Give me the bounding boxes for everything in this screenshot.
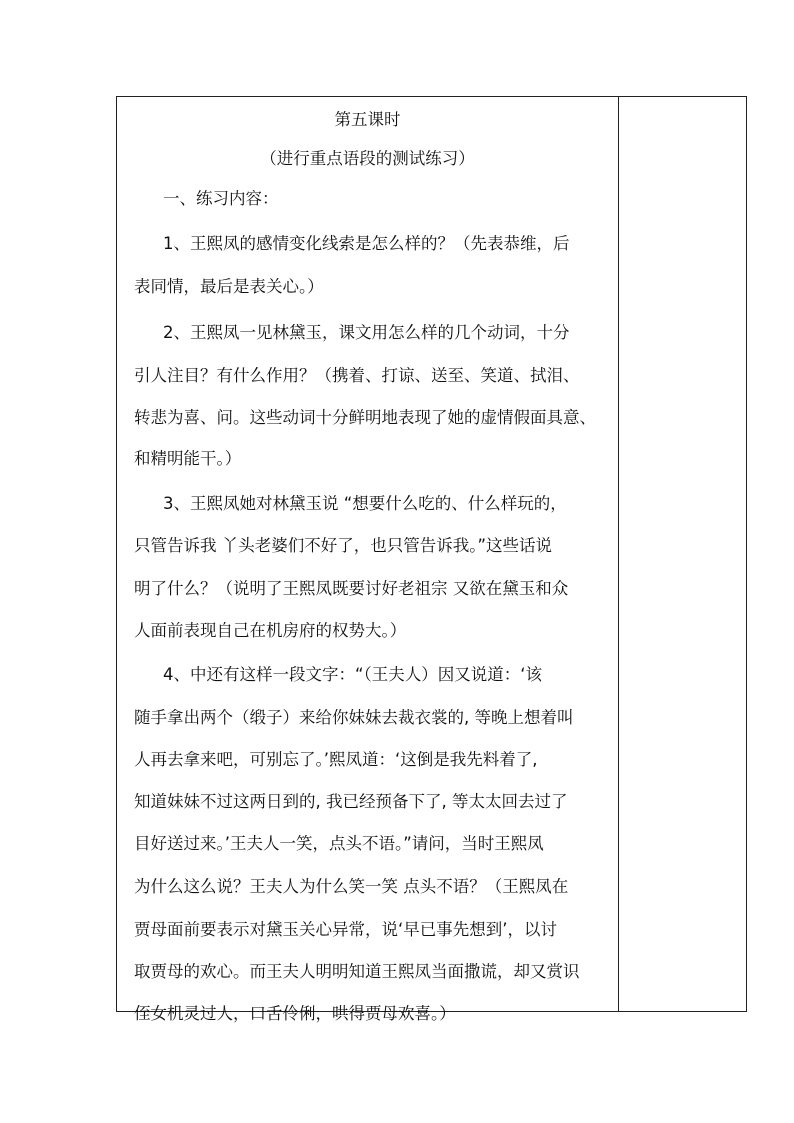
text-line: 目好送过来。’王夫人一笑，点头不语。”请问，当时王熙凤 xyxy=(134,834,544,853)
text-line: 和精明能干。） xyxy=(134,449,242,468)
text-line: 只管告诉我 丫头老婆们不好了，也只管告诉我。”这些话说 xyxy=(134,536,553,555)
lesson-subtitle: （进行重点语段的测试练习） xyxy=(260,149,475,168)
text-line: 人再去拿来吧，可别忘了。’熙凤道：‘这倒是我先料着了, xyxy=(134,750,538,769)
lesson-title: 第五课时 xyxy=(334,110,401,129)
text-line: 1、王熙凤的感情变化线索是怎么样的？（先表恭维，后 xyxy=(163,234,570,253)
text-line: 转悲为喜、问。这些动词十分鲜明地表现了她的虚情假面具意、 xyxy=(134,408,596,427)
text-line: 知道妹妹不过这两日到的, 我已经预备下了, 等太太回去过了 xyxy=(134,792,568,811)
text-line: 侄女机灵过人，口舌伶俐，哄得贾母欢喜。） xyxy=(134,1004,456,1023)
text-line: 表同情，最后是表关心。） xyxy=(134,277,324,296)
section-heading: 一、练习内容： xyxy=(163,189,279,208)
text-line: 明了什么？（说明了王熙凤既要讨好老祖宗 又欲在黛玉和众 xyxy=(134,579,569,598)
text-line: 随手拿出两个（缎子）来给你妹妹去裁衣裳的, 等晚上想着叫 xyxy=(134,708,574,727)
empty-notes-cell xyxy=(619,97,746,1011)
text-line: 为什么这么说？王夫人为什么笑一笑 点头不语？（王熙凤在 xyxy=(134,877,569,896)
text-line: 人面前表现自己在机房府的权势大。） xyxy=(134,621,407,640)
text-line: 引人注目？有什么作用？（携着、打谅、送至、笑道、拭泪、 xyxy=(134,366,580,385)
text-line: 4、中还有这样一段文字：“（王夫人）因又说道：‘该 xyxy=(163,665,543,684)
lesson-table xyxy=(116,96,747,1023)
text-line: 2、王熙凤一见林黛玉，课文用怎么样的几个动词，十分 xyxy=(163,323,570,342)
text-line: 贾母面前要表示对黛玉关心异常，说‘早已事先想到’，以讨 xyxy=(134,920,557,939)
text-line: 3、王熙凤她对林黛玉说 “想要什么吃的、什么样玩的， xyxy=(163,494,567,513)
text-line: 取贾母的欢心。而王夫人明明知道王熙凤当面撒谎，却又赏识 xyxy=(134,962,580,981)
lesson-content-cell xyxy=(117,97,618,1023)
